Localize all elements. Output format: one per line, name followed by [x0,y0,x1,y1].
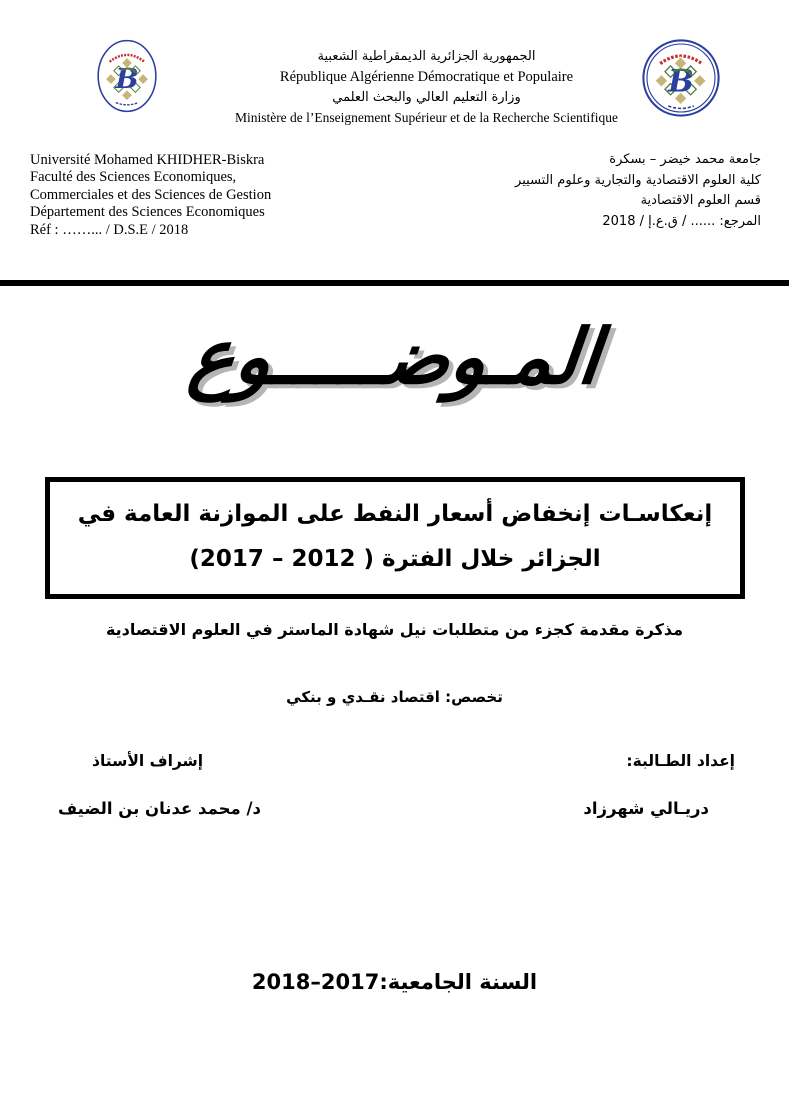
prepared-by-label: إعداد الطـالبة: [626,752,735,770]
thesis-title-line1: إنعكاسـات إنخفاض أسعار النفط على الموازنة العامة في [77,501,713,527]
republic-name-french: République Algérienne Démocratique et Populaire [279,69,574,85]
university-name-fr: Université Mohamed KHIDHER-Biskra [30,152,265,168]
faculty-name-fr-2: Commerciales et des Sciences de Gestion [30,186,272,203]
university-info-arabic [515,150,761,232]
reference-number-ar: المرجع: ...... / ق.ع.إ / 2018 [602,213,761,229]
thesis-title-box [45,477,745,599]
department-name-ar: قسم العلوم الاقتصادية [640,193,761,208]
republic-name-arabic: الجمهورية الجزائرية الديمقراطية الشعبية [317,49,536,64]
svg-text:B: B [115,62,139,95]
ministry-name-french: Ministère de l’Enseignement Supérieur et de la Recherche Scientifique [234,110,619,125]
faculty-name-ar: كلية العلوم الاقتصادية والتجارية وعلوم التسيير [515,172,761,188]
faculty-name-fr-1: Faculté des Sciences Economiques, [30,169,237,186]
reference-number-fr: Réf : ……... / D.S.E / 2018 [30,221,189,238]
university-name-ar: جامعة محمد خيضر – بسكرة [609,152,761,167]
academic-year: السنة الجامعية:2017–2018 [251,970,538,994]
thesis-title-line2: الجزائر خلال الفترة ( 2012 – 2017) [189,546,601,572]
svg-text:B: B [668,63,694,100]
university-emblem-oval-icon [96,38,158,114]
department-name-fr: Département des Sciences Economiques [30,204,265,221]
ministry-name-arabic: وزارة التعليم العالي والبحث العلمي [332,90,521,105]
university-emblem-round-icon [641,38,721,118]
student-name: دريـالي شهرزاد [583,799,709,818]
supervisor-label: إشراف الأستاذ [92,752,204,770]
memoir-requirement-line: مذكرة مقدمة كجزء من متطلبات نيل شهادة الماستر في العلوم الاقتصادية [105,620,684,639]
specialization-line: تخصص: اقتصاد نقـدي و بنكي [286,688,503,706]
university-info-french [30,152,271,239]
subject-wordart: المـوضـــــوع [184,312,605,401]
supervisor-name: د/ محمد عدنان بن الضيف [58,799,261,818]
